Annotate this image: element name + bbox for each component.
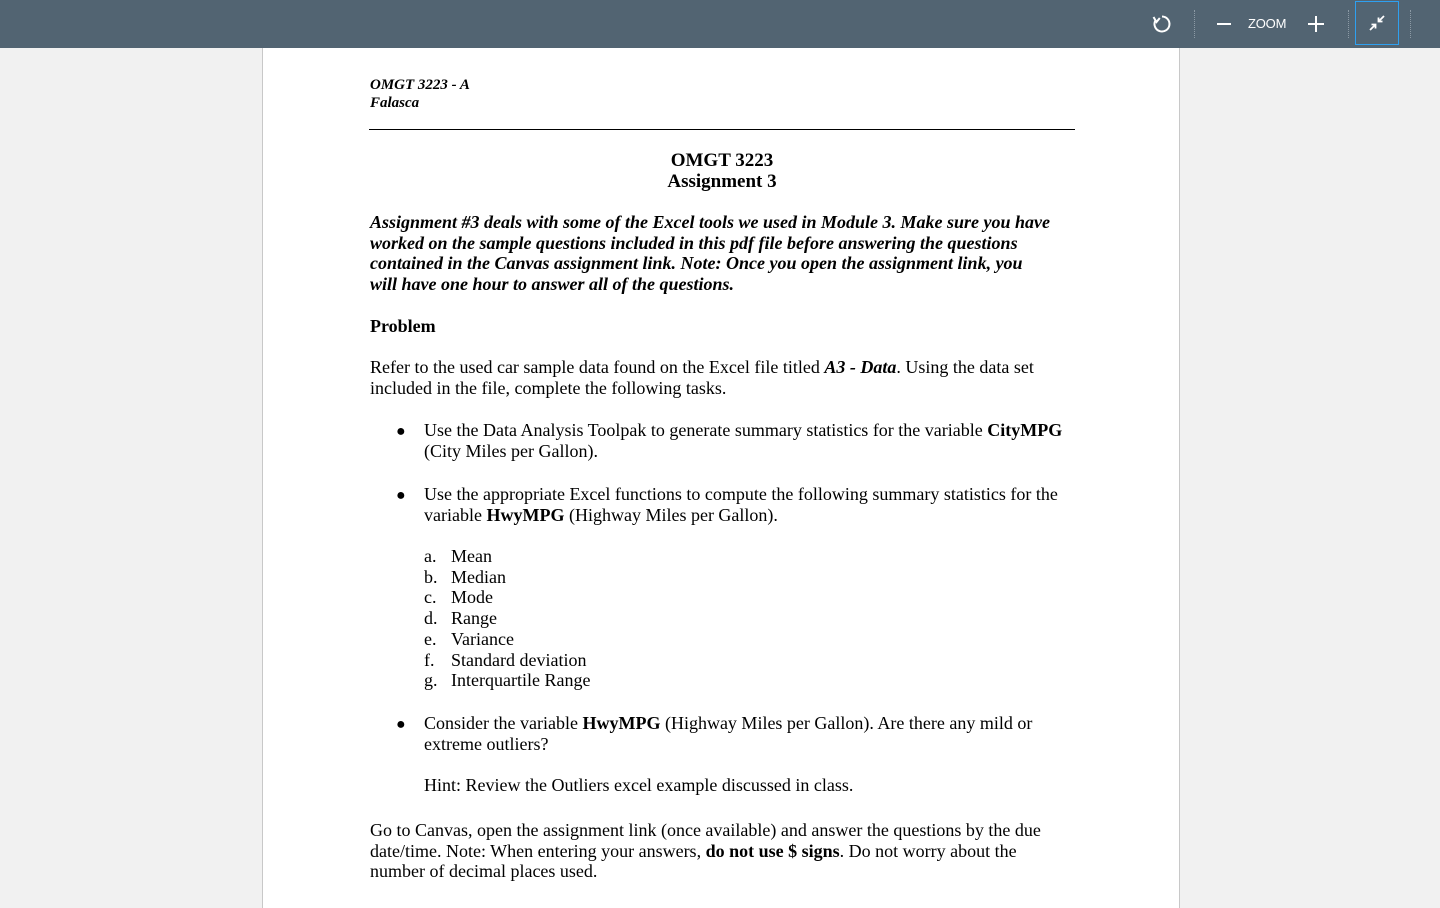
variable-name: HwyMPG — [582, 713, 661, 733]
data-file-name: A3 - Data — [824, 357, 897, 377]
list-letter: b. — [424, 566, 438, 587]
list-text: Mean — [451, 546, 492, 566]
list-text: Standard deviation — [451, 649, 587, 670]
doc-title: OMGT 3223 — [670, 150, 774, 171]
task-citympg — [424, 420, 1062, 461]
list-letter: d. — [424, 608, 438, 629]
refer-text: included in the file, complete the following tasks. — [370, 377, 727, 398]
header-course: OMGT 3223 - A — [370, 77, 470, 93]
closing-text: Go to Canvas, open the assignment link (once available) and answer the questions by the due — [370, 820, 1041, 840]
closing-text: number of decimal places used. — [370, 861, 598, 882]
variable-name: CityMPG — [987, 420, 1063, 440]
list-letter: f. — [424, 649, 435, 670]
problem-heading: Problem — [370, 316, 436, 336]
toolbar-separator — [1410, 10, 1411, 38]
closing-paragraph — [370, 820, 1041, 882]
list-letter: a. — [424, 546, 437, 566]
bullet-dot: ● — [396, 487, 406, 504]
list-text: Variance — [451, 628, 514, 649]
refer-text: . Using the data set — [896, 357, 1034, 377]
zoom-out-icon — [1216, 16, 1232, 32]
intro-line: worked on the sample questions included in this pdf file before answering the questions — [370, 232, 1018, 253]
document-page — [262, 48, 1180, 908]
task-text: (Highway Miles per Gallon). Are there any mild or — [660, 713, 1033, 733]
list-letter: g. — [424, 670, 438, 691]
intro-line: Assignment #3 deals with some of the Excel tools we used in Module 3. Make sure you have — [370, 212, 1051, 232]
rotate-button[interactable] — [1143, 0, 1181, 48]
zoom-out-button[interactable] — [1209, 0, 1239, 48]
closing-text: date/time. Note: When entering your answers, — [370, 840, 706, 861]
closing-text: . Do not worry about the — [839, 840, 1017, 861]
task-text: (City Miles per Gallon). — [424, 440, 598, 461]
task-outliers — [424, 713, 1032, 754]
exit-fullscreen-button[interactable] — [1355, 1, 1399, 45]
task-text: variable — [424, 504, 487, 525]
task-hwympg-stats — [424, 484, 1058, 525]
toolbar-separator — [1194, 10, 1195, 38]
toolbar-separator — [1348, 10, 1349, 38]
task-text: (Highway Miles per Gallon). — [564, 504, 778, 525]
refer-paragraph — [370, 357, 1034, 398]
header-rule — [369, 129, 1075, 130]
intro-line: contained in the Canvas assignment link. Note: Once you open the assignment link, you — [370, 253, 1023, 274]
hint-text: Hint: Review the Outliers excel example discussed in class. — [424, 775, 854, 795]
variable-name: HwyMPG — [486, 504, 565, 525]
doc-subtitle: Assignment 3 — [667, 171, 777, 192]
header-instructor: Falasca — [370, 95, 420, 111]
list-text: Mode — [451, 587, 493, 608]
intro-line: will have one hour to answer all of the questions. — [370, 274, 735, 295]
bullet-dot: ● — [396, 423, 406, 440]
list-letter: e. — [424, 628, 437, 649]
bullet-dot: ● — [396, 716, 406, 733]
closing-emphasis: do not use $ signs — [705, 840, 840, 861]
zoom-in-button[interactable] — [1300, 0, 1332, 48]
intro-paragraph — [370, 212, 1070, 295]
list-letter: c. — [424, 587, 437, 608]
task-text: Use the Data Analysis Toolpak to generate summary statistics for the variable — [424, 420, 988, 440]
viewer-toolbar — [0, 0, 1440, 48]
collapse-icon — [1368, 14, 1386, 32]
list-text: Range — [451, 608, 497, 629]
list-text: Interquartile Range — [451, 670, 591, 691]
refer-text: Refer to the used car sample data found on the Excel file titled — [370, 357, 825, 377]
zoom-label: ZOOM — [1248, 16, 1287, 31]
rotate-icon — [1151, 13, 1173, 35]
list-text: Median — [451, 566, 506, 587]
task-text: Consider the variable — [424, 713, 583, 733]
task-text: extreme outliers? — [424, 733, 549, 754]
zoom-in-icon — [1307, 15, 1325, 33]
task-text: Use the appropriate Excel functions to compute the following summary statistics for the — [424, 484, 1058, 504]
stats-list — [424, 546, 824, 696]
